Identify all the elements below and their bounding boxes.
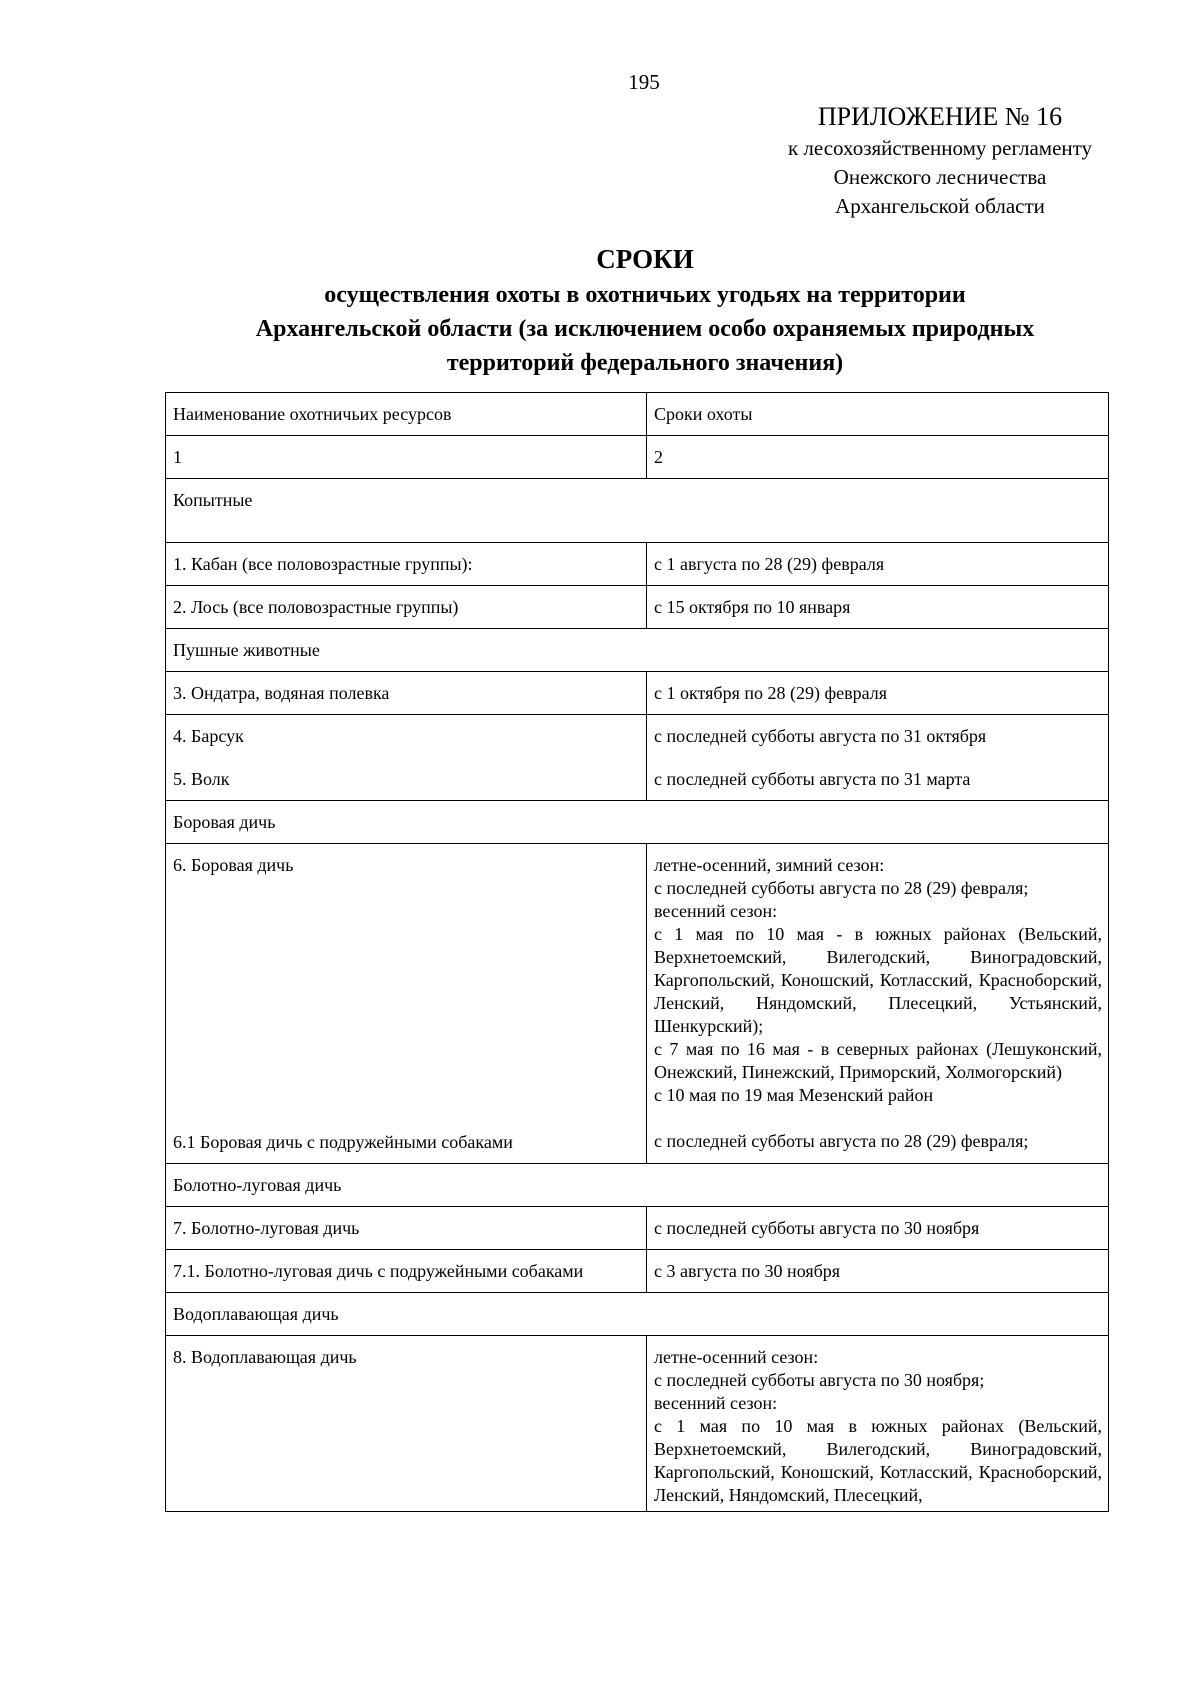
resource-cell: 8. Водоплавающая дичь [166,1336,647,1512]
table-row [166,1207,1109,1250]
appendix-line: к лесохозяйственному регламенту [787,136,1093,160]
appendix-line: Онежского лесничества [833,165,1047,189]
section-row-upland [166,801,1109,844]
column-number-cell: 1 [166,436,647,479]
appendix-title: ПРИЛОЖЕНИЕ № 16 [817,102,1063,131]
period-line: весенний сезон: [654,901,778,921]
table-row [166,672,1109,715]
heading-line: осуществления охоты в охотничьих угодьях на территории [324,282,966,308]
section-title: Боровая дичь [166,801,1109,844]
section-row-water [166,1293,1109,1336]
table-row [166,715,1109,801]
section-title: Копытные [166,479,1109,543]
resource-cell: 7.1. Болотно-луговая дичь с подружейными собаками [166,1250,647,1293]
table-row [166,586,1109,629]
section-title: Болотно-луговая дичь [166,1164,1109,1207]
table-row [166,1250,1109,1293]
hunting-periods-table [165,392,1109,1512]
resource-cell [166,715,647,801]
resource-wolf: 5. Волк [173,769,230,789]
table-row [166,543,1109,586]
period-badger: с последней субботы августа по 31 октября [654,726,987,746]
table-header-row [166,393,1109,436]
column-number-cell: 2 [647,436,1109,479]
resource-cell: 2. Лось (все половозрастные группы) [166,586,647,629]
page-number: 195 [628,70,660,94]
table-row [166,844,1109,1164]
section-title: Водоплавающая дичь [166,1293,1109,1336]
resource-cell: 3. Ондатра, водяная полевка [166,672,647,715]
header-cell-periods: Сроки охоты [647,393,1109,436]
section-title: Пушные животные [166,629,1109,672]
period-cell [647,715,1109,801]
heading-line: территорий федерального значения) [446,350,844,376]
period-cell [647,844,1109,1164]
period-line: с 7 мая по 16 мая - в северных районах (Лешуконский, Онежский, Пинежский, Приморский, Холмогорский) [654,1039,1102,1082]
period-upland-dogs: с последней субботы августа по 28 (29) февраля; [654,1131,1029,1151]
period-line: весенний сезон: [654,1393,778,1413]
period-wolf: с последней субботы августа по 31 марта [654,769,971,789]
period-cell: с 15 октября по 10 января [647,586,1109,629]
period-cell: с 1 августа по 28 (29) февраля [647,543,1109,586]
resource-cell [166,844,647,1164]
section-row-fur [166,629,1109,672]
resource-upland: 6. Боровая дичь [173,855,294,875]
period-cell: с последней субботы августа по 30 ноября [647,1207,1109,1250]
period-line: летне-осенний сезон: [654,1347,819,1367]
resource-cell: 1. Кабан (все половозрастные группы): [166,543,647,586]
document-heading [140,240,1150,380]
period-cell: с 3 августа по 30 ноября [647,1250,1109,1293]
heading-title: СРОКИ [596,244,694,274]
period-line: с 1 мая по 10 мая - в южных районах (Вельский, Верхнетоемский, Вилегодский, Виноградовский, Каргопольский, Коношский, Котласский, Красноборский, Ленский, Няндомский, Плесецкий, Устьянский, Шенкурский); [654,924,1102,1036]
column-number-row [166,436,1109,479]
appendix-line: Архангельской области [835,194,1045,218]
period-line: с последней субботы августа по 28 (29) февраля; [654,878,1029,898]
resource-upland-dogs: 6.1 Боровая дичь с подружейными собаками [173,1132,513,1152]
period-line: с 10 мая по 19 мая Мезенский район [654,1085,934,1105]
period-cell: с 1 октября по 28 (29) февраля [647,672,1109,715]
period-line: летне-осенний, зимний сезон: [654,855,885,875]
section-row-marsh [166,1164,1109,1207]
table-row [166,1336,1109,1512]
resource-badger: 4. Барсук [173,726,244,746]
period-cell [647,1336,1109,1512]
period-line: с 1 мая по 10 мая в южных районах (Вельский, Верхнетоемский, Вилегодский, Виноградовский, Каргопольский, Коношский, Котласский, Красноборский, Ленский, Няндомский, Плесецкий, [654,1416,1102,1505]
period-line: с последней субботы августа по 30 ноября; [654,1370,985,1390]
appendix-block [760,100,1120,221]
section-row-hoofed [166,479,1109,543]
heading-line: Архангельской области (за исключением особо охраняемых природных [255,316,1035,342]
header-cell-resources: Наименование охотничьих ресурсов [166,393,647,436]
resource-cell: 7. Болотно-луговая дичь [166,1207,647,1250]
